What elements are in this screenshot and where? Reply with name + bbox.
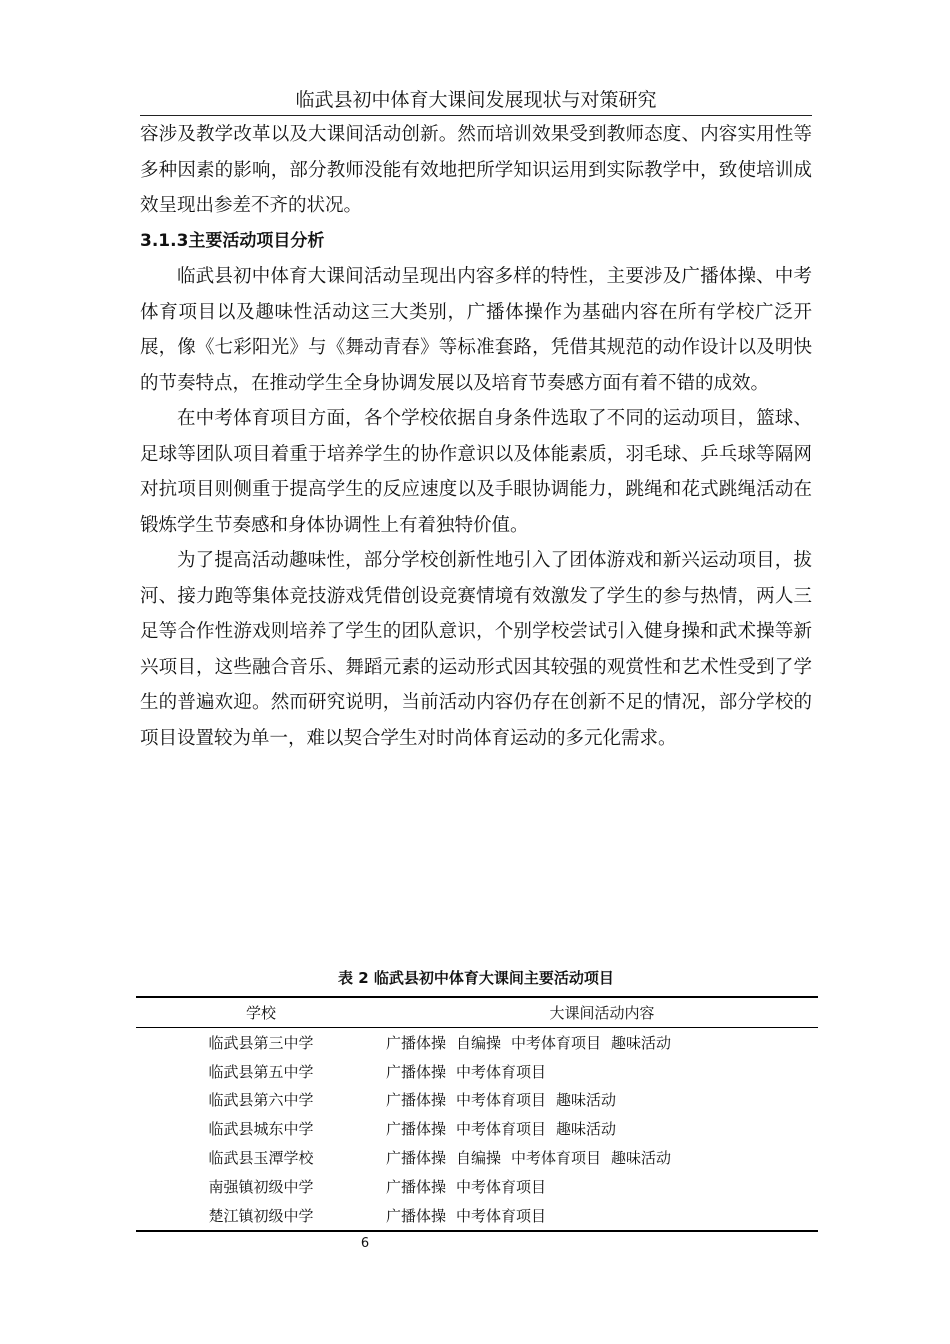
activity-item: 中考体育项目 [511,1033,602,1052]
paragraph-continued: 容涉及教学改革以及大课间活动创新。然而培训效果受到教师态度、内容实用性等多种因素的影响，部分教师没能有效地把所学知识运用到实际教学中，致使培训成效呈现出参差不齐的状况。 [140,124,812,216]
cell-school: 临武县玉潭学校 [208,1149,314,1168]
cell-activities [386,1201,818,1231]
body-text [140,117,812,756]
cell-activities [386,1172,818,1201]
cell-school: 楚江镇初级中学 [136,1201,386,1231]
table-body [136,1028,818,1231]
activity-table [136,996,818,1232]
section-heading: 3.1.3主要活动项目分析 [140,230,325,251]
cell-school: 临武县第六中学 [208,1091,314,1110]
activity-item: 自编操 [456,1033,502,1052]
cell-activities [386,1086,818,1115]
activity-item: 中考体育项目 [456,1206,547,1225]
activity-item: 趣味活动 [611,1149,672,1168]
cell-school: 南强镇初级中学 [208,1177,314,1196]
activity-item: 中考体育项目 [511,1149,602,1168]
paragraph-2: 在中考体育项目方面，各个学校依据自身条件选取了不同的运动项目，篮球、足球等团队项目着重于培养学生的协作意识以及体能素质，羽毛球、乒乓球等隔网对抗项目则侧重于提高学生的反应速度以及手眼协调能力，跳绳和花式跳绳活动在锻炼学生节奏感和身体协调性上有着独特价值。 [140,408,812,536]
header-school: 学校 [136,997,386,1028]
table-row [136,1172,818,1201]
table-row [136,1114,818,1143]
activity-item: 广播体操 [386,1177,447,1196]
cell-activities [386,1028,818,1057]
activity-item: 中考体育项目 [456,1120,547,1139]
activity-item: 广播体操 [386,1033,447,1052]
header-rule [140,115,812,116]
activity-item: 趣味活动 [611,1033,672,1052]
header-content: 大课间活动内容 [386,997,818,1028]
table-row [136,1143,818,1172]
activity-item: 广播体操 [386,1206,447,1225]
table-row [136,1201,818,1231]
activity-item: 广播体操 [386,1149,447,1168]
cell-activities [386,1143,818,1172]
table-header-row [136,997,818,1028]
table-row [136,1057,818,1086]
table-row [136,1086,818,1115]
activity-item: 自编操 [456,1149,502,1168]
activity-item: 广播体操 [386,1062,447,1081]
paragraph-1: 临武县初中体育大课间活动呈现出内容多样的特性，主要涉及广播体操、中考体育项目以及趣味性活动这三大类别，广播体操作为基础内容在所有学校广泛开展，像《七彩阳光》与《舞动青春》等标准套路，凭借其规范的动作设计以及明快的节奏特点，在推动学生全身协调发展以及培育节奏感方面有着不错的成效。 [140,266,812,394]
table-caption: 表 2 临武县初中体育大课间主要活动项目 [338,969,614,987]
cell-school: 临武县第五中学 [208,1062,314,1081]
table-row [136,1028,818,1057]
cell-school: 临武县城东中学 [208,1120,314,1139]
activity-item: 趣味活动 [556,1120,617,1139]
activity-item: 中考体育项目 [456,1177,547,1196]
page-number: 6 [360,1236,370,1251]
cell-activities [386,1057,818,1086]
activity-item: 广播体操 [386,1091,447,1110]
paragraph-3: 为了提高活动趣味性，部分学校创新性地引入了团体游戏和新兴运动项目，拔河、接力跑等集体竞技游戏凭借创设竞赛情境有效激发了学生的参与热情，两人三足等合作性游戏则培养了学生的团队意识，个别学校尝试引入健身操和武术操等新兴项目，这些融合音乐、舞蹈元素的运动形式因其较强的观赏性和艺术性受到了学生的普遍欢迎。然而研究说明，当前活动内容仍存在创新不足的情况，部分学校的项目设置较为单一，难以契合学生对时尚体育运动的多元化需求。 [140,550,812,749]
activity-item: 广播体操 [386,1120,447,1139]
cell-activities [386,1114,818,1143]
activity-item: 中考体育项目 [456,1062,547,1081]
running-header: 临武县初中体育大课间发展现状与对策研究 [295,89,657,111]
cell-school: 临武县第三中学 [208,1033,314,1052]
activity-item: 趣味活动 [556,1091,617,1110]
activity-item: 中考体育项目 [456,1091,547,1110]
